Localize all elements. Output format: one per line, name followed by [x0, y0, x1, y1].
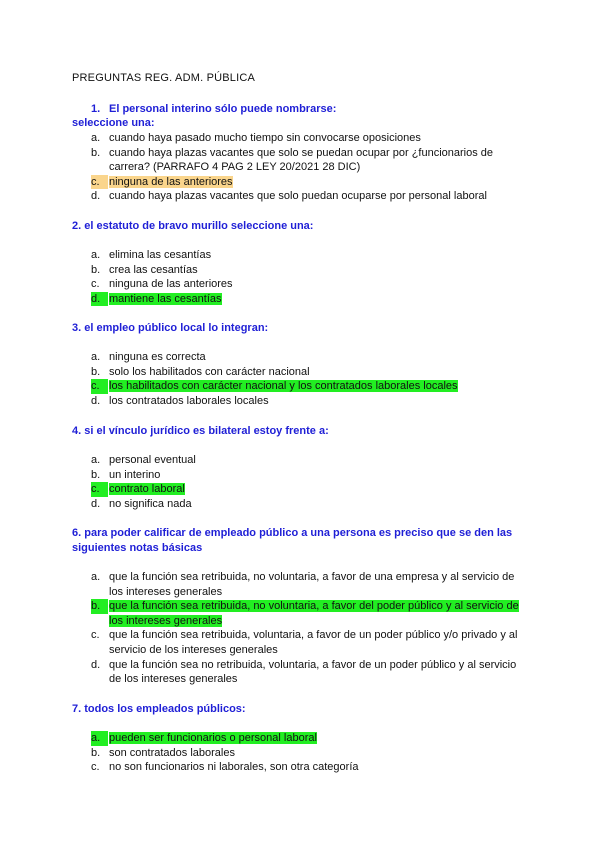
question-6-option-d: d. que la función sea no retribuida, voluntaria, a favor de un poder público y al servicio de los intereses generales	[91, 658, 517, 686]
question-1-options	[91, 131, 531, 204]
question-6-option-c: c. que la función sea retribuida, voluntaria, a favor de un poder público y/o privado y al servicio de los intereses generales	[91, 629, 518, 656]
question-4-options	[91, 453, 531, 511]
question-4-option-b: b. un interino	[91, 468, 161, 481]
question-1-text: El personal interino sólo puede nombrarse:	[109, 103, 337, 115]
question-7: 7. todos los empleados públicos:	[72, 703, 246, 715]
question-2-option-c: c. ninguna de las anteriores	[91, 278, 233, 291]
question-2: 2. el estatuto de bravo murillo seleccione una:	[72, 220, 314, 232]
question-1	[91, 102, 336, 117]
question-1-prompt: seleccione una:	[72, 117, 155, 129]
question-1-number: 1.	[91, 103, 101, 115]
question-4-option-d: d. no significa nada	[91, 497, 192, 510]
question-1-option-b: b. cuando haya plazas vacantes que solo se puedan ocupar por ¿funcionarios de carrera? (PARRAFO 4 PAG 2 LEY 20/2021 28 DIC)	[91, 146, 494, 174]
question-1-option-a: a. cuando haya pasado mucho tiempo sin convocarse oposiciones	[91, 132, 421, 144]
question-4-option-c-correct: c. contrato laboral	[91, 483, 185, 496]
document-title: PREGUNTAS REG. ADM. PÚBLICA	[72, 72, 256, 84]
question-4: 4. si el vínculo jurídico es bilateral estoy frente a:	[72, 425, 329, 437]
question-3-option-c-correct: c. los habilitados con carácter nacional y los contratados laborales locales	[91, 380, 458, 393]
question-6: 6. para poder calificar de empleado público a una persona es preciso que se den las siguientes notas básicas	[72, 527, 513, 554]
question-4-option-a: a. personal eventual	[91, 454, 196, 466]
question-3-option-a: a. ninguna es correcta	[91, 351, 206, 363]
question-6-options	[91, 570, 531, 687]
question-1-option-c-marked: c. ninguna de las anteriores	[91, 175, 233, 188]
question-2-option-a: a. elimina las cesantías	[91, 249, 212, 261]
question-2-option-d-correct: d. mantiene las cesantías	[91, 292, 222, 305]
question-7-options	[91, 731, 531, 775]
question-7-option-b: b. son contratados laborales	[91, 746, 235, 759]
question-3-options	[91, 350, 531, 408]
question-6-option-b-correct: b. que la función sea retribuida, no voluntaria, a favor del poder público y al servicio de los intereses generales	[91, 600, 519, 627]
question-6-option-a: a. que la función sea retribuida, no voluntaria, a favor de una empresa y al servicio de los intereses generales	[91, 571, 515, 598]
question-3-option-b: b. solo los habilitados con carácter nacional	[91, 365, 310, 378]
question-2-option-b: b. crea las cesantías	[91, 263, 198, 276]
question-3: 3. el empleo público local lo integran:	[72, 322, 269, 334]
question-2-options	[91, 248, 531, 306]
question-7-option-a-correct: a. pueden ser funcionarios o personal laboral	[91, 732, 317, 744]
question-3-option-d: d. los contratados laborales locales	[91, 394, 269, 407]
question-7-option-c: c. no son funcionarios ni laborales, son otra categoría	[91, 761, 359, 774]
question-1-option-d: d. cuando haya plazas vacantes que solo puedan ocuparse por personal laboral	[91, 190, 487, 203]
